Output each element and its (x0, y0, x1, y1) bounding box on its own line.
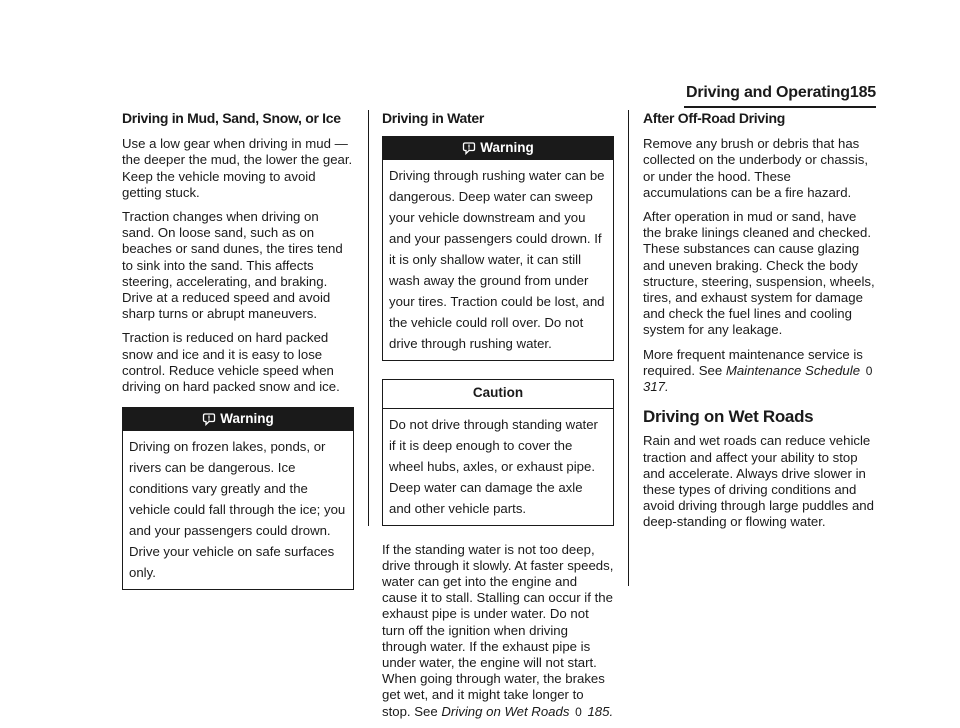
warning-box (122, 407, 354, 590)
caution-box (382, 379, 614, 525)
column-divider (628, 110, 629, 586)
paragraph: Use a low gear when driving in mud — the deeper the mud, the lower the gear. Keep the vehicle moving to avoid getting stuck. (122, 136, 353, 200)
caution-title: Caution (383, 380, 613, 408)
page-reference-icon: 0 (865, 363, 873, 378)
warning-icon (462, 141, 476, 155)
column-driving-in-water (382, 110, 614, 728)
column-after-off-road (643, 110, 877, 539)
xref-page: 185. (587, 703, 614, 719)
column-mud-sand-snow (122, 110, 354, 606)
header-rule (684, 106, 876, 108)
paragraph-text: If the standing water is not too deep, drive through it slowly. At faster speeds, water can get into the engine and cause it to stall. Stalling can occur if the exhaust pipe is under water. Do not turn off the ignition when driving through water. If the exhaust pipe is under water, the engine will not start. When going through water, the brakes get wet, and it might take longer to stop. (382, 541, 614, 719)
warning-text: Driving through rushing water can be dangerous. Deep water can sweep your vehicle downstream and you and your passengers could drown. If it is only shallow water, it can still wash away the ground from under your tires. Traction could be lost, and the vehicle could roll over. Do not drive through rushing water. (389, 168, 605, 352)
warning-header (383, 137, 613, 160)
warning-box (382, 136, 614, 361)
heading-driving-in-water: Driving in Water (382, 110, 485, 126)
paragraph: Traction changes when driving on sand. On loose sand, such as on beaches or sand dunes, the tires tend to sink into the sand. This affects steering, accelerating, and braking. Drive at a reduced speed and avoid sharp turns or abrupt maneuvers. (122, 209, 343, 322)
warning-text: Driving on frozen lakes, ponds, or rivers can be dangerous. Ice conditions vary greatly and the vehicle could fall through the ice; you and your passengers could drown. Drive your vehicle on safe surfaces only. (129, 439, 346, 581)
warning-header (123, 408, 353, 431)
paragraph: After operation in mud or sand, have the brake linings cleaned and checked. These substances can cause glazing and uneven braking. Check the body structure, steering, suspension, wheels, tires, and exhaust system for damage and check the fuel lines and cooling system for any leakage. (643, 209, 875, 338)
caution-text: Do not drive through standing water if it is deep enough to cover the wheel hubs, axles, or exhaust pipe. Deep water can damage the axle and other vehicle parts. (389, 416, 598, 516)
xref-link-wet-roads[interactable]: Driving on Wet Roads (441, 703, 570, 719)
page-number: 185 (849, 84, 876, 101)
section-title: Driving and Operating (686, 84, 850, 101)
heading-mud-sand-snow: Driving in Mud, Sand, Snow, or Ice (122, 110, 341, 126)
heading-after-off-road: After Off-Road Driving (643, 110, 785, 126)
paragraph: Remove any brush or debris that has collected on the underbody or chassis, or under the hood. These accumulations can be a fire hazard. (643, 136, 869, 200)
heading-driving-on-wet-roads: Driving on Wet Roads (643, 407, 814, 427)
page-reference-icon: 0 (575, 704, 582, 719)
paragraph-text: More frequent maintenance service is required. See (643, 346, 863, 378)
xref-link-maintenance-schedule[interactable]: Maintenance Schedule (725, 362, 861, 378)
paragraph (382, 542, 614, 720)
warning-title: Warning (220, 411, 274, 427)
paragraph: Traction is reduced on hard packed snow and ice and it is easy to lose control. Reduce vehicle speed when driving on hard packed snow and ice. (122, 330, 340, 395)
column-divider (368, 110, 369, 526)
xref-page: 317. (643, 379, 669, 395)
warning-icon (202, 412, 216, 426)
paragraph: Rain and wet roads can reduce vehicle traction and affect your ability to stop and accelerate. Always drive slower in these types of driving conditions and avoid driving through large puddles and deep-standing or flowing water. (643, 433, 874, 530)
see-prefix: See (414, 703, 438, 719)
paragraph (643, 347, 877, 396)
warning-title: Warning (480, 140, 534, 156)
